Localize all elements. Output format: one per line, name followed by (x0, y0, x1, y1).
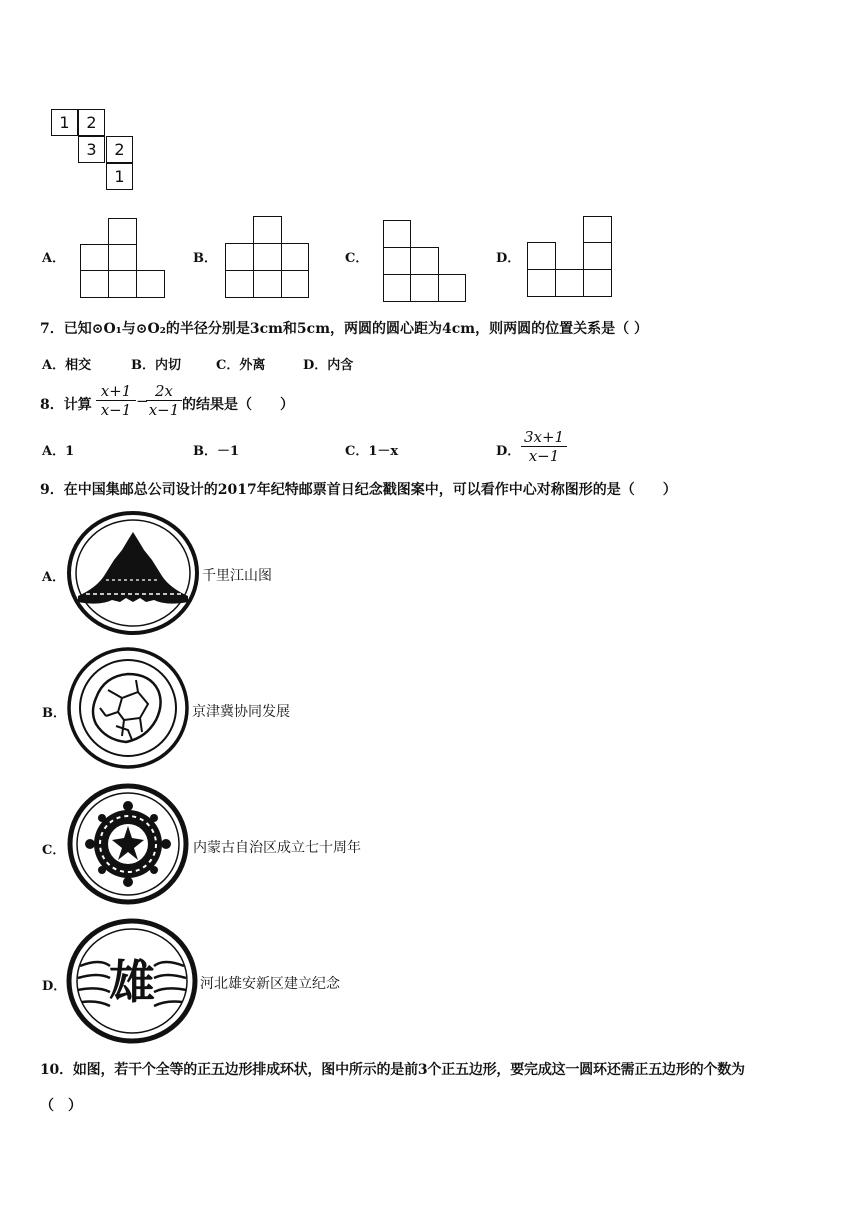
net-cell: 1 (51, 109, 78, 136)
q8-fraction-2-denominator: x−1 (148, 401, 180, 419)
q10-bracket: （ ） (40, 1098, 82, 1114)
net-cell: 1 (106, 163, 133, 190)
q9-stem: 9．在中国集邮总公司设计的2017年纪特邮票首日纪念戳图案中，可以看作中心对称图形的是（ ） (40, 482, 677, 498)
q6-option-c-label: C． (345, 251, 369, 266)
net-cell: 3 (78, 136, 105, 163)
q8-option-c: C．1－x (345, 444, 399, 459)
q8-minus: − (136, 392, 149, 410)
q9-option-a-caption: 千里江山图 (202, 568, 272, 584)
q6-option-d-label: D． (496, 251, 521, 266)
net-cell: 2 (106, 136, 133, 163)
q8-option-d-fraction (521, 428, 567, 465)
q9-option-d-caption: 河北雄安新区建立纪念 (200, 976, 340, 992)
stamp-ornament-icon (66, 782, 190, 906)
q9-option-c-label: C． (42, 843, 66, 858)
q9-option-b-label: B． (42, 706, 66, 721)
q8-fraction-1 (96, 382, 136, 419)
q6-option-b-label: B． (193, 251, 217, 266)
q8-option-a: A．1 (42, 444, 75, 459)
stamp-xiong-character-icon (66, 918, 198, 1044)
q7-stem: 7．已知⊙O₁与⊙O₂的半径分别是3cm和5cm，两圆的圆心距为4cm，则两圆的位置关系是（ ） (40, 321, 648, 337)
q7-option-c: C．外离 (216, 358, 266, 373)
q8-option-d-numerator: 3x+1 (521, 428, 567, 447)
stamp-map-icon (66, 646, 190, 770)
q10-stem: 10．如图，若干个全等的正五边形排成环状，图中所示的是前3个正五边形，要完成这一圆环还需正五边形的个数为 (40, 1062, 745, 1078)
q8-option-d-label: D． (496, 444, 521, 459)
q9-option-d-label: D． (42, 979, 67, 994)
q7-option-b: B．内切 (131, 358, 181, 373)
q8-fraction-1-numerator: x+1 (96, 382, 136, 401)
q8-fraction-2-numerator: 2x (146, 382, 182, 401)
svg-text:雄: 雄 (109, 955, 155, 1009)
q9-option-a-label: A． (42, 570, 66, 585)
stamp-mountains-icon (66, 510, 200, 636)
q7-option-a: A．相交 (42, 358, 92, 373)
q8-suffix: 的结果是（ ） (182, 397, 294, 413)
q9-option-c-caption: 内蒙古自治区成立七十周年 (193, 840, 361, 856)
net-cell: 2 (78, 109, 105, 136)
q8-option-b: B．－1 (193, 444, 240, 459)
q8-fraction-1-denominator: x−1 (100, 401, 132, 419)
q8-option-d-denominator: x−1 (528, 447, 560, 465)
q8-fraction-2 (146, 382, 182, 419)
q6-option-a-label: A． (42, 251, 66, 266)
q7-option-d: D．内含 (303, 358, 354, 373)
q8-prefix: 8．计算 (40, 397, 92, 413)
q9-option-b-caption: 京津冀协同发展 (192, 704, 290, 720)
